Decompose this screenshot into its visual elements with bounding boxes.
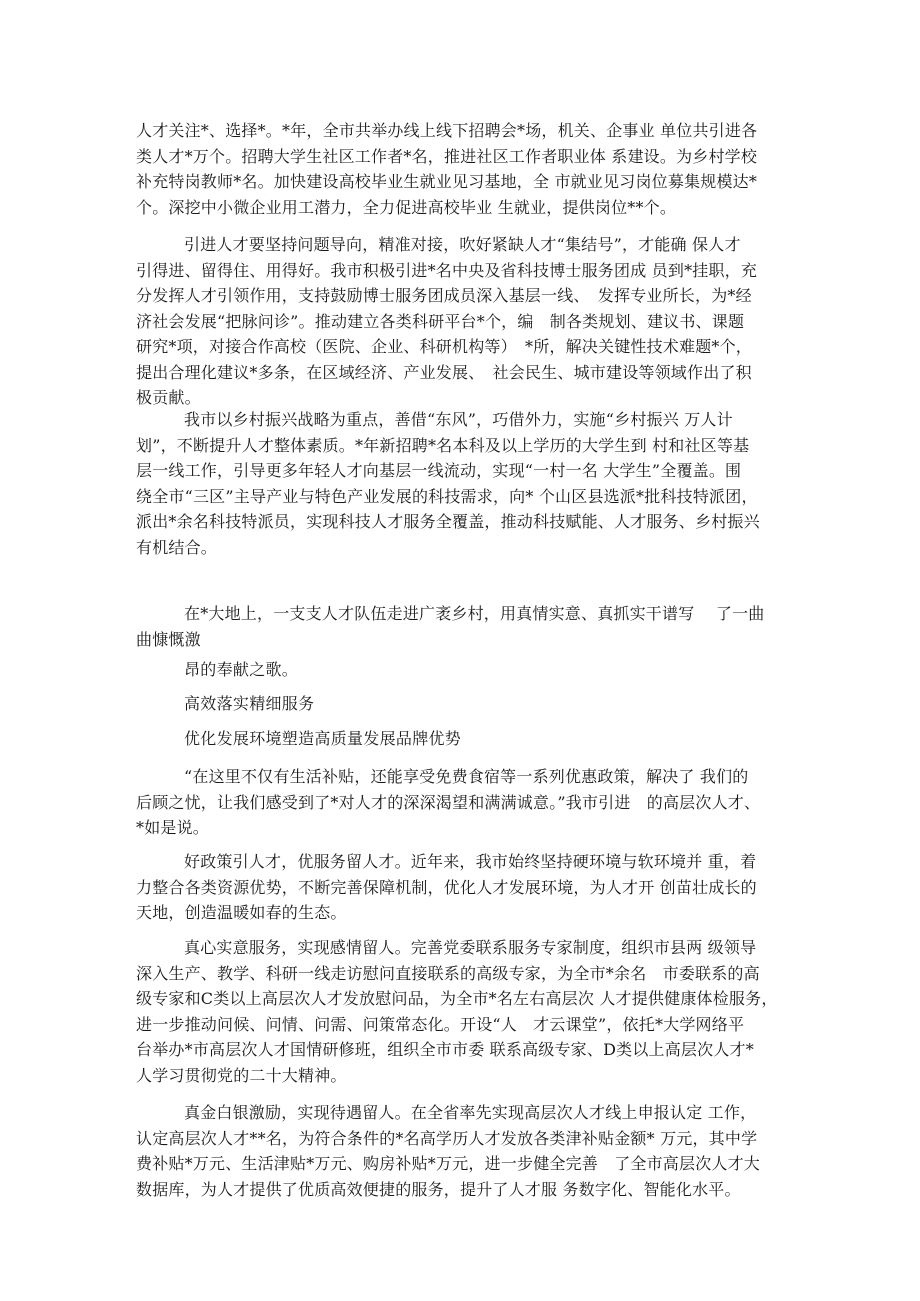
text-line: 济社会发展“把脉问诊”。推动建立各类科研平台*个，编 制各类规划、建议书、课题 <box>136 311 745 331</box>
text-line: 人学习贯彻党的二十大精神。 <box>136 1065 347 1085</box>
text-line: 划”，不断提升人才整体素质。*年新招聘*名本科及以上学历的大学生到 村和社区等基 <box>136 435 750 455</box>
text-line: 极贡献。 <box>136 388 201 407</box>
paragraph-rural-revitalization <box>136 407 796 560</box>
text-line: 力整合各类资源优势，不断完善保障机制，优化人才发展环境，为人才开 创苗壮成长的 <box>136 877 757 897</box>
text-line: 数据库，为人才提供了优质高效便捷的服务，提升了人才服 务数字化、智能化水平。 <box>136 1179 741 1199</box>
text-line: 费补贴*万元、生活津贴*万元、购房补贴*万元，进一步健全完善 了全市高层次人才大 <box>136 1154 761 1173</box>
text-line: 层一线工作，引导更多年轻人才向基层一线流动，实现“一村一名 大学生”全覆盖。围 <box>136 461 742 480</box>
text-line: 天地，创造温暖如春的生态。 <box>136 903 347 922</box>
section-heading: 高效落实精细服务 <box>184 694 315 713</box>
text-line: 台举办*市高层次人才国情研修班，组织全市市委 联系高级专家、D类以上高层次人才* <box>136 1040 754 1059</box>
text-line: 派出*余名科技特派员，实现科技人才服务全覆盖，推动科技赋能、人才服务、乡村振兴 <box>136 512 760 531</box>
text-line: 认定高层次人才**名，为符合条件的*名高学历人才发放各类津补贴金额* 万元，其中学 <box>136 1128 758 1148</box>
text-line: 好政策引人才，优服务留人才。近年来，我市始终坚持硬环境与软环境并 重，着 <box>184 852 757 871</box>
text-line: 在*大地上，一支支人才队伍走进广袤乡村，用真情实意、真抓实干谱写 了一曲 <box>184 604 765 623</box>
text-line: *如是说。 <box>136 818 210 837</box>
text-line: “在这里不仅有生活补贴，还能享受免费食宿等一系列优惠政策，解决了 我们的 <box>184 767 749 786</box>
text-line: 进一步推动问候、问情、问需、问策常态化。开设“人 才云课堂”，依托*大学网络平 <box>136 1014 745 1034</box>
paragraph-good-policy <box>136 849 796 926</box>
text-line: 引进人才要坚持问题导向，精准对接，吹好紧缺人才“集结号”，才能确 保人才 <box>184 235 741 254</box>
text-line: 研究*项，对接合作高校（医院、企业、科研机构等） *所，解决关键性技术难题*个， <box>136 337 753 356</box>
text-line: 人才关注*、选择*。*年，全市共举办线上线下招聘会*场，机关、企事业 单位共引进各 <box>136 121 758 140</box>
text-line: 真心实意服务，实现感情留人。完善党委联系服务专家制度，组织市县两 级领导 <box>184 938 757 957</box>
text-line: 引得进、留得住、用得好。我市积极引进*名中央及省科技博士服务团成 员到*挂职，充 <box>136 260 758 280</box>
text-line: 曲慷慨激 <box>136 629 201 649</box>
text-line: 级专家和C类以上高层次人才发放慰问品，为全市*名左右高层次 人才提供健康体检服务， <box>136 989 778 1008</box>
paragraph-talent-recruitment <box>136 118 796 220</box>
text-line: 我市以乡村振兴战略为重点，善借“东风”，巧借外力，实施“乡村振兴 万人计 <box>184 410 733 429</box>
text-line: 深入生产、教学、科研一线走访慰问直接联系的高级专家，为全市*余名 市委联系的高 <box>136 963 760 983</box>
text-line: 有机结合。 <box>136 537 218 557</box>
text-line: 补充特岗教师*名。加快建设高校毕业生就业见习基地，全 市就业见习岗位募集规模达* <box>136 172 758 191</box>
paragraph-dedication-end: 昂的奉献之歌。 <box>184 660 299 679</box>
paragraph-quote <box>136 764 796 841</box>
paragraph-incentives <box>136 1100 796 1202</box>
text-line: 个。深挖中小微企业用工潜力，全力促进高校毕业 生就业，提供岗位**个。 <box>136 197 677 217</box>
text-line: 后顾之忧，让我们感受到了*对人才的深深渴望和满满诚意。”我市引进 的高层次人才、 <box>136 792 761 812</box>
paragraph-problem-oriented <box>136 232 796 411</box>
section-subheading: 优化发展环境塑造高质量发展品牌优势 <box>184 729 462 748</box>
paragraph-dedication <box>136 601 796 652</box>
text-line: 提出合理化建议*多条，在区域经济、产业发展、 社会民生、城市建设等领域作出了积 <box>136 362 752 382</box>
text-line: 绕全市“三区”主导产业与特色产业发展的科技需求，向* 个山区县选派*批科技特派团， <box>136 486 758 506</box>
text-line: 真金白银激励，实现待遇留人。在全省率先实现高层次人才线上申报认定 工作， <box>184 1103 757 1122</box>
text-line: 分发挥人才引领作用，支持鼓励博士服务团成员深入基层一线、 发挥专业所长，为*经 <box>136 286 752 305</box>
paragraph-sincere-service <box>136 935 796 1088</box>
text-line: 类人才*万个。招聘大学生社区工作者*名，推进社区工作者职业体 系建设。为乡村学校 <box>136 146 758 166</box>
